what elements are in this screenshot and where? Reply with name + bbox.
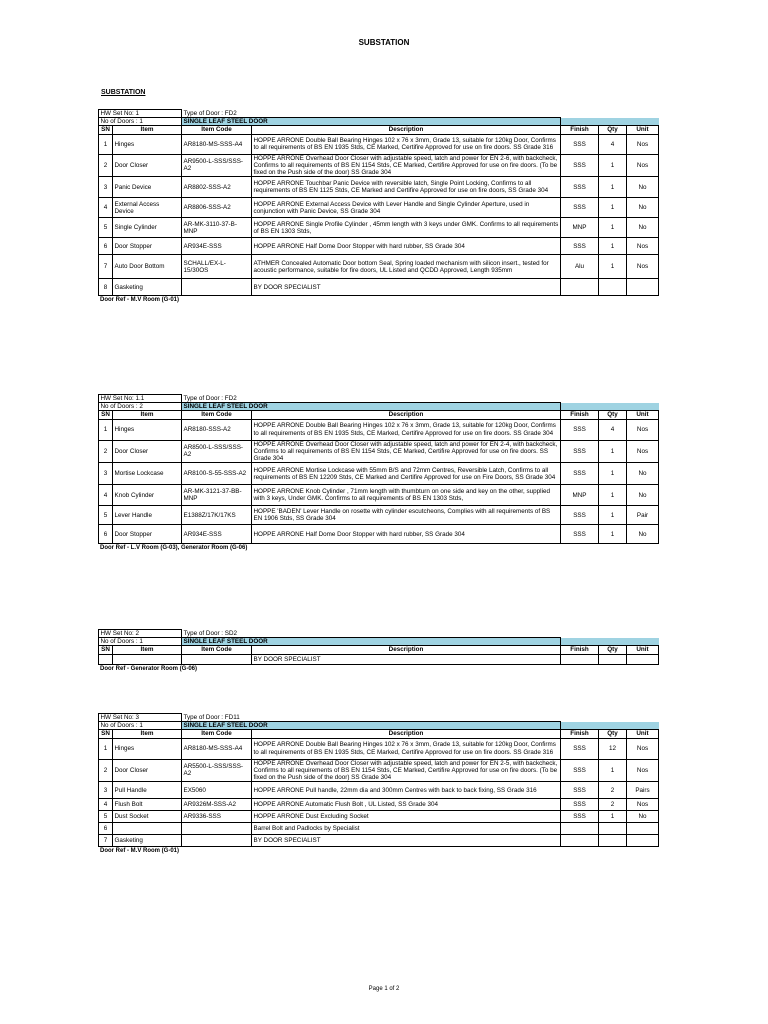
column-header-finish: Finish bbox=[561, 126, 599, 134]
cell-unit bbox=[627, 279, 659, 296]
cell-qty: 1 bbox=[599, 238, 627, 255]
table-row bbox=[99, 419, 659, 440]
description-text: HOPPE ARRONE Double Ball Bearing Hinges 102 x 76 x 3mm, Grade 13, suitable for 120kg Door, Confirms to all requirements of BS EN 1935 Stds, CE Marked, Certifire Approved for use on fire doors. SS Grade 304 bbox=[253, 422, 556, 437]
cell-item-code: SCHALL/EX-L-15/30OS bbox=[182, 255, 252, 279]
column-header-row bbox=[99, 730, 659, 738]
cell-unit: Nos bbox=[627, 238, 659, 255]
column-header-finish: Finish bbox=[561, 730, 599, 738]
cell-qty: 12 bbox=[599, 738, 627, 759]
hw-set-table bbox=[98, 629, 659, 665]
cell-finish: SSS bbox=[561, 440, 599, 463]
cell-qty: 1 bbox=[599, 177, 627, 198]
cell-item bbox=[113, 654, 182, 664]
cell-qty: 4 bbox=[599, 134, 627, 154]
door-type-code: Type of Door : FD2 bbox=[183, 109, 237, 117]
cell-finish: SSS bbox=[561, 134, 599, 154]
description-text: Barrel Bolt and Padlocks by Specialist bbox=[253, 825, 360, 833]
door-type-band bbox=[561, 638, 659, 646]
cell-sn: 1 bbox=[99, 134, 113, 154]
cell-finish: SSS bbox=[561, 198, 599, 218]
column-header-qty: Qty bbox=[599, 646, 627, 654]
table-row bbox=[99, 463, 659, 485]
number-of-doors: No of Doors : 1 bbox=[99, 638, 182, 646]
cell-item-code: AR9326M-SSS-A2 bbox=[182, 799, 252, 811]
table-row bbox=[99, 811, 659, 823]
cell-qty: 1 bbox=[599, 198, 627, 218]
column-header-finish: Finish bbox=[561, 411, 599, 419]
cell-item-code: AR-MK-3110-37-B-MNP bbox=[182, 218, 252, 238]
cell-unit: Pair bbox=[627, 506, 659, 525]
door-type-description: SINGLE LEAF STEEL DOOR bbox=[182, 722, 561, 730]
door-type-code: Type of Door : FD2 bbox=[183, 394, 237, 402]
table-row bbox=[99, 255, 659, 279]
description-tail: SS Grade 304 bbox=[349, 774, 392, 782]
cell-sn: 2 bbox=[99, 154, 113, 177]
column-header-code: Item Code bbox=[182, 411, 252, 419]
cell-sn: 6 bbox=[99, 525, 113, 544]
number-of-doors: No of Doors : 1 bbox=[99, 118, 182, 126]
description-text: HOPPE ARRONE Half Dome Door Stopper with hard rubber, SS Grade 304 bbox=[253, 242, 465, 250]
table-row bbox=[99, 154, 659, 177]
table-row bbox=[99, 525, 659, 544]
cell-unit: No bbox=[627, 485, 659, 506]
table-row bbox=[99, 799, 659, 811]
cell-description bbox=[252, 198, 561, 218]
door-type-description: SINGLE LEAF STEEL DOOR bbox=[182, 638, 561, 646]
cell-item-code: AR934E-SSS bbox=[182, 238, 252, 255]
cell-description bbox=[252, 738, 561, 759]
column-header-code: Item Code bbox=[182, 730, 252, 738]
cell-description bbox=[252, 799, 561, 811]
cell-qty bbox=[599, 279, 627, 296]
cell-sn: 1 bbox=[99, 738, 113, 759]
cell-finish bbox=[561, 823, 599, 835]
blank-cell bbox=[252, 630, 659, 638]
cell-description bbox=[252, 134, 561, 154]
description-text: HOPPE ARRONE Double Ball Bearing Hinges 102 x 76 x 3mm, Grade 13, suitable for 120kg Door, Confirms to all requirements of BS EN 1935 Stds, CE Marked, Certifire Approved for use on fire doors. SS Grade 316 bbox=[253, 136, 556, 152]
cell-finish: SSS bbox=[561, 759, 599, 782]
cell-sn: 2 bbox=[99, 759, 113, 782]
cell-finish: MNP bbox=[561, 218, 599, 238]
cell-qty: 1 bbox=[599, 440, 627, 463]
cell-sn: 5 bbox=[99, 506, 113, 525]
cell-item: Hinges bbox=[113, 419, 182, 440]
cell-finish: SSS bbox=[561, 738, 599, 759]
cell-item: Pull Handle bbox=[113, 782, 182, 799]
cell-unit: No bbox=[627, 463, 659, 485]
column-header-row bbox=[99, 411, 659, 419]
cell-unit: Nos bbox=[627, 154, 659, 177]
description-text: HOPPE 'BADEN' Lever Handle on rosette with cylinder escutcheons, Complies with all requirements of BS EN 1906 Stds, SS Grade 304 bbox=[253, 508, 551, 523]
cell-qty bbox=[599, 654, 627, 664]
cell-description bbox=[252, 823, 561, 835]
cell-item: Mortise Lockcase bbox=[113, 463, 182, 485]
description-text: BY DOOR SPECIALIST bbox=[253, 283, 321, 291]
cell-item: Knob Cylinder bbox=[113, 485, 182, 506]
description-text: HOPPE ARRONE Half Dome Door Stopper with hard rubber, SS Grade 304 bbox=[253, 530, 465, 538]
description-text: HOPPE ARRONE Single Profile Cylinder , 45mm length with 3 keys under GMK. Confirms to all requirements of BS EN 1303 Stds, bbox=[253, 220, 559, 235]
description-text: HOPPE ARRONE Overhead Door Closer with adjustable speed, latch and power for EN 2-4, with backcheck, Confirms to all requirements of BS EN 1154 Stds, CE Marked, Certifire Approved for use on fire doors. SS Grade 304 bbox=[253, 440, 558, 463]
column-header-sn: SN bbox=[99, 646, 113, 654]
door-type-description: SINGLE LEAF STEEL DOOR bbox=[182, 118, 561, 126]
cell-unit: Pairs bbox=[627, 782, 659, 799]
cell-item: Hinges bbox=[113, 134, 182, 154]
cell-unit: Nos bbox=[627, 738, 659, 759]
cell-description bbox=[252, 506, 561, 525]
cell-finish: SSS bbox=[561, 525, 599, 544]
hw-set bbox=[98, 629, 658, 672]
cell-finish: SSS bbox=[561, 463, 599, 485]
cell-item: Door Closer bbox=[113, 440, 182, 463]
door-reference: Door Ref - M.V Room (G-01) bbox=[100, 848, 179, 855]
cell-sn: 3 bbox=[99, 782, 113, 799]
cell-description bbox=[252, 654, 561, 664]
cell-item-code bbox=[182, 279, 252, 296]
table-row bbox=[99, 782, 659, 799]
cell-qty: 1 bbox=[599, 463, 627, 485]
column-header-item: Item bbox=[113, 126, 182, 134]
description-text: HOPPE ARRONE Overhead Door Closer with adjustable speed, latch and power for EN 2-5, with backcheck, Confirms to all requirements of BS EN 1154 Stds, CE Marked, Certifire Approved for use on fire doors. bbox=[253, 759, 558, 774]
cell-item-code: AR9336-SSS bbox=[182, 811, 252, 823]
cell-item-code bbox=[182, 835, 252, 847]
cell-qty: 2 bbox=[599, 782, 627, 799]
blank-cell bbox=[252, 110, 659, 118]
cell-item: Auto Door Bottom bbox=[113, 255, 182, 279]
column-header-desc: Description bbox=[252, 126, 561, 134]
door-reference: Door Ref - M.V Room (G-01) bbox=[100, 297, 179, 304]
cell-item: Gasketing bbox=[113, 279, 182, 296]
column-header-qty: Qty bbox=[599, 126, 627, 134]
cell-sn: 2 bbox=[99, 440, 113, 463]
cell-finish bbox=[561, 835, 599, 847]
cell-finish bbox=[561, 654, 599, 664]
cell-unit: No bbox=[627, 177, 659, 198]
cell-qty: 1 bbox=[599, 255, 627, 279]
cell-sn: 4 bbox=[99, 799, 113, 811]
cell-description bbox=[252, 238, 561, 255]
cell-qty: 1 bbox=[599, 811, 627, 823]
cell-description bbox=[252, 485, 561, 506]
column-header-row bbox=[99, 646, 659, 654]
table-row bbox=[99, 238, 659, 255]
description-text: HOPPE ARRONE External Access Device with Lever Handle and Single Cylinder Aperture, used in conjunction with Panic Device, SS Grade 304 bbox=[253, 200, 530, 215]
cell-sn: 5 bbox=[99, 811, 113, 823]
cell-description bbox=[252, 811, 561, 823]
hw-set-number: HW Set No: 3 bbox=[99, 714, 182, 722]
cell-description bbox=[252, 759, 561, 782]
cell-item-code: AR8100-S-55-SSS-A2 bbox=[182, 463, 252, 485]
cell-item-code: EX5060 bbox=[182, 782, 252, 799]
cell-description bbox=[252, 279, 561, 296]
door-type-code: Type of Door : SD2 bbox=[183, 629, 238, 637]
cell-item-code: AR934E-SSS bbox=[182, 525, 252, 544]
cell-qty bbox=[599, 823, 627, 835]
cell-finish: SSS bbox=[561, 154, 599, 177]
blank-cell bbox=[252, 395, 659, 403]
description-text: HOPPE ARRONE Double Ball Bearing Hinges 102 x 76 x 3mm, Grade 13, suitable for 120kg Door, Confirms to all requirements of BS EN 1935 Stds, CE Marked, Certifire Approved for use on fire doors. SS Grade 316 bbox=[253, 741, 556, 756]
cell-unit: Nos bbox=[627, 134, 659, 154]
hw-set bbox=[98, 713, 658, 854]
column-header-sn: SN bbox=[99, 730, 113, 738]
table-row bbox=[99, 835, 659, 847]
cell-item-code: AR-MK-3121-37-BB-MNP bbox=[182, 485, 252, 506]
table-row bbox=[99, 198, 659, 218]
cell-description bbox=[252, 440, 561, 463]
cell-item: Door Closer bbox=[113, 154, 182, 177]
description-text: HOPPE ARRONE Dust Excluding Socket bbox=[253, 813, 369, 821]
hw-set bbox=[98, 109, 658, 303]
column-header-row bbox=[99, 126, 659, 134]
cell-qty: 1 bbox=[599, 218, 627, 238]
cell-item: Gasketing bbox=[113, 835, 182, 847]
cell-qty: 1 bbox=[599, 485, 627, 506]
column-header-qty: Qty bbox=[599, 411, 627, 419]
page-title: SUBSTATION bbox=[358, 38, 410, 47]
column-header-desc: Description bbox=[252, 730, 561, 738]
table-row bbox=[99, 177, 659, 198]
number-of-doors: No of Doors : 1 bbox=[99, 722, 182, 730]
cell-item bbox=[113, 823, 182, 835]
table-row bbox=[99, 738, 659, 759]
cell-unit bbox=[627, 835, 659, 847]
description-text: HOPPE ARRONE Automatic Flush Bolt , UL Listed, SS Grade 304 bbox=[253, 801, 439, 809]
column-header-item: Item bbox=[113, 730, 182, 738]
cell-qty: 1 bbox=[599, 759, 627, 782]
table-row bbox=[99, 485, 659, 506]
cell-description bbox=[252, 835, 561, 847]
cell-item-code: AR8180-MS-SSS-A4 bbox=[182, 134, 252, 154]
cell-sn: 7 bbox=[99, 835, 113, 847]
cell-item-code: AR8500-L-SSS/SSS-A2 bbox=[182, 440, 252, 463]
description-text: BY DOOR SPECIALIST bbox=[253, 837, 321, 845]
column-header-unit: Unit bbox=[627, 411, 659, 419]
blank-cell bbox=[252, 714, 659, 722]
description-text: HOPPE ARRONE Pull handle, 22mm dia and 300mm Centres with back to back fixing, SS Grade 316 bbox=[253, 786, 537, 794]
cell-unit: No bbox=[627, 525, 659, 544]
hw-set-table bbox=[98, 394, 659, 544]
column-header-sn: SN bbox=[99, 126, 113, 134]
cell-item: Lever Handle bbox=[113, 506, 182, 525]
column-header-code: Item Code bbox=[182, 646, 252, 654]
hw-set-number: HW Set No: 2 bbox=[99, 630, 182, 638]
cell-qty: 2 bbox=[599, 799, 627, 811]
description-text: ATHMER Concealed Automatic Door bottom Seal, Spring loaded mechanism with silicon insert., tested for acoustic performance, suitable for fire doors, UL Listed and QCDD Approved, Length 935mm bbox=[253, 259, 549, 274]
door-type-band bbox=[561, 722, 659, 730]
table-row bbox=[99, 134, 659, 154]
description-note: (To be fixed on the Push side of the door) bbox=[253, 766, 558, 782]
column-header-finish: Finish bbox=[561, 646, 599, 654]
table-row bbox=[99, 759, 659, 782]
cell-finish: SSS bbox=[561, 238, 599, 255]
hw-set-table bbox=[98, 109, 659, 296]
description-text: HOPPE ARRONE Overhead Door Closer with adjustable speed, latch and power for EN 2-6, with backcheck, Confirms to all requirements of BS EN 1154 Stds, CE Marked, Certifire Approved for use on fire doors. bbox=[253, 154, 558, 169]
table-row bbox=[99, 823, 659, 835]
cell-item: Door Stopper bbox=[113, 238, 182, 255]
hw-set-number: HW Set No: 1.1 bbox=[99, 395, 182, 403]
cell-finish: SSS bbox=[561, 799, 599, 811]
cell-sn bbox=[99, 654, 113, 664]
cell-description bbox=[252, 218, 561, 238]
door-type-code: Type of Door : FD11 bbox=[183, 713, 240, 721]
cell-finish: SSS bbox=[561, 811, 599, 823]
page-footer: Page 1 of 2 bbox=[368, 986, 400, 992]
cell-finish: SSS bbox=[561, 177, 599, 198]
cell-item-code: AR8802-SSS-A2 bbox=[182, 177, 252, 198]
cell-finish: Alu bbox=[561, 255, 599, 279]
door-type-description: SINGLE LEAF STEEL DOOR bbox=[182, 403, 561, 411]
cell-description bbox=[252, 419, 561, 440]
cell-item: External Access Device bbox=[113, 198, 182, 218]
cell-sn: 5 bbox=[99, 218, 113, 238]
hw-set bbox=[98, 394, 658, 551]
cell-unit: Nos bbox=[627, 255, 659, 279]
cell-qty: 1 bbox=[599, 525, 627, 544]
door-type-band bbox=[561, 403, 659, 411]
cell-item: Hinges bbox=[113, 738, 182, 759]
cell-sn: 4 bbox=[99, 485, 113, 506]
cell-item: Dust Socket bbox=[113, 811, 182, 823]
cell-finish: SSS bbox=[561, 782, 599, 799]
table-row bbox=[99, 279, 659, 296]
table-row bbox=[99, 218, 659, 238]
cell-unit bbox=[627, 823, 659, 835]
column-header-item: Item bbox=[113, 411, 182, 419]
cell-unit: No bbox=[627, 218, 659, 238]
cell-item-code: AR8180-SSS-A2 bbox=[182, 419, 252, 440]
cell-unit: Nos bbox=[627, 759, 659, 782]
description-text: HOPPE ARRONE Touchbar Panic Device with reversible latch, Single Point Locking, Confirms to all requirements of BS EN 1125 Stds, CE Marked and Certifire Approved for use on fire doors, SS Grade 304 bbox=[253, 180, 549, 195]
cell-qty: 1 bbox=[599, 506, 627, 525]
cell-description bbox=[252, 525, 561, 544]
column-header-code: Item Code bbox=[182, 126, 252, 134]
cell-qty bbox=[599, 835, 627, 847]
cell-finish bbox=[561, 279, 599, 296]
cell-sn: 4 bbox=[99, 198, 113, 218]
cell-item-code bbox=[182, 823, 252, 835]
cell-unit: No bbox=[627, 811, 659, 823]
cell-unit: Nos bbox=[627, 799, 659, 811]
section-title: SUBSTATION bbox=[101, 89, 146, 96]
column-header-sn: SN bbox=[99, 411, 113, 419]
cell-unit: No bbox=[627, 198, 659, 218]
column-header-desc: Description bbox=[252, 646, 561, 654]
column-header-desc: Description bbox=[252, 411, 561, 419]
cell-sn: 3 bbox=[99, 463, 113, 485]
table-row bbox=[99, 440, 659, 463]
cell-description bbox=[252, 177, 561, 198]
cell-description bbox=[252, 782, 561, 799]
column-header-unit: Unit bbox=[627, 730, 659, 738]
cell-description bbox=[252, 255, 561, 279]
cell-item-code: AR5500-L-SSS/SSS-A2 bbox=[182, 759, 252, 782]
table-row bbox=[99, 506, 659, 525]
description-text: BY DOOR SPECIALIST bbox=[253, 655, 321, 663]
cell-sn: 8 bbox=[99, 279, 113, 296]
column-header-qty: Qty bbox=[599, 730, 627, 738]
cell-sn: 3 bbox=[99, 177, 113, 198]
cell-item-code: AR8806-SSS-A2 bbox=[182, 198, 252, 218]
column-header-item: Item bbox=[113, 646, 182, 654]
cell-sn: 1 bbox=[99, 419, 113, 440]
cell-item: Door Closer bbox=[113, 759, 182, 782]
description-text: HOPPE ARRONE Mortise Lockcase with 55mm B/S and 72mm Centres, Reversible Latch, Confirms to all requirements of BS EN 12209 Stds, CE Marked and Certifire Approved for use on Fire Doors, SS Grade 304 bbox=[253, 466, 556, 481]
description-note: (To be fixed on the Push side of the door) bbox=[253, 161, 558, 177]
cell-sn: 6 bbox=[99, 823, 113, 835]
door-reference: Door Ref - L.V Room (G-03), Generator Room (G-06) bbox=[100, 545, 248, 552]
cell-finish: SSS bbox=[561, 506, 599, 525]
cell-sn: 6 bbox=[99, 238, 113, 255]
cell-item-code: E1388Z/17K/17KS bbox=[182, 506, 252, 525]
hw-set-number: HW Set No: 1 bbox=[99, 110, 182, 118]
cell-unit: Nos bbox=[627, 440, 659, 463]
cell-item: Door Stopper bbox=[113, 525, 182, 544]
cell-item-code: AR9500-L-SSS/SSS-A2 bbox=[182, 154, 252, 177]
cell-sn: 7 bbox=[99, 255, 113, 279]
table-row bbox=[99, 654, 659, 664]
column-header-unit: Unit bbox=[627, 646, 659, 654]
cell-description bbox=[252, 154, 561, 177]
cell-item-code: AR8180-MS-SSS-A4 bbox=[182, 738, 252, 759]
cell-description bbox=[252, 463, 561, 485]
door-type-band bbox=[561, 118, 659, 126]
door-reference: Door Ref - Generator Room (G-06) bbox=[100, 665, 198, 672]
cell-unit bbox=[627, 654, 659, 664]
cell-item: Single Cylinder bbox=[113, 218, 182, 238]
description-text: HOPPE ARRONE Knob Cylinder , 71mm length with thumbturn on one side and key on the other, supplied with 3 keys, Under GMK. Confirms to all requirements of BS EN 1303 Stds, bbox=[253, 488, 550, 503]
column-header-unit: Unit bbox=[627, 126, 659, 134]
hw-set-table bbox=[98, 713, 659, 847]
cell-qty: 1 bbox=[599, 154, 627, 177]
number-of-doors: No of Doors : 2 bbox=[99, 403, 182, 411]
cell-qty: 4 bbox=[599, 419, 627, 440]
cell-finish: MNP bbox=[561, 485, 599, 506]
cell-item: Panic Device bbox=[113, 177, 182, 198]
description-tail: SS Grade 304 bbox=[349, 169, 392, 177]
cell-item-code bbox=[182, 654, 252, 664]
cell-unit: Nos bbox=[627, 419, 659, 440]
cell-item: Flush Bolt bbox=[113, 799, 182, 811]
cell-finish: SSS bbox=[561, 419, 599, 440]
